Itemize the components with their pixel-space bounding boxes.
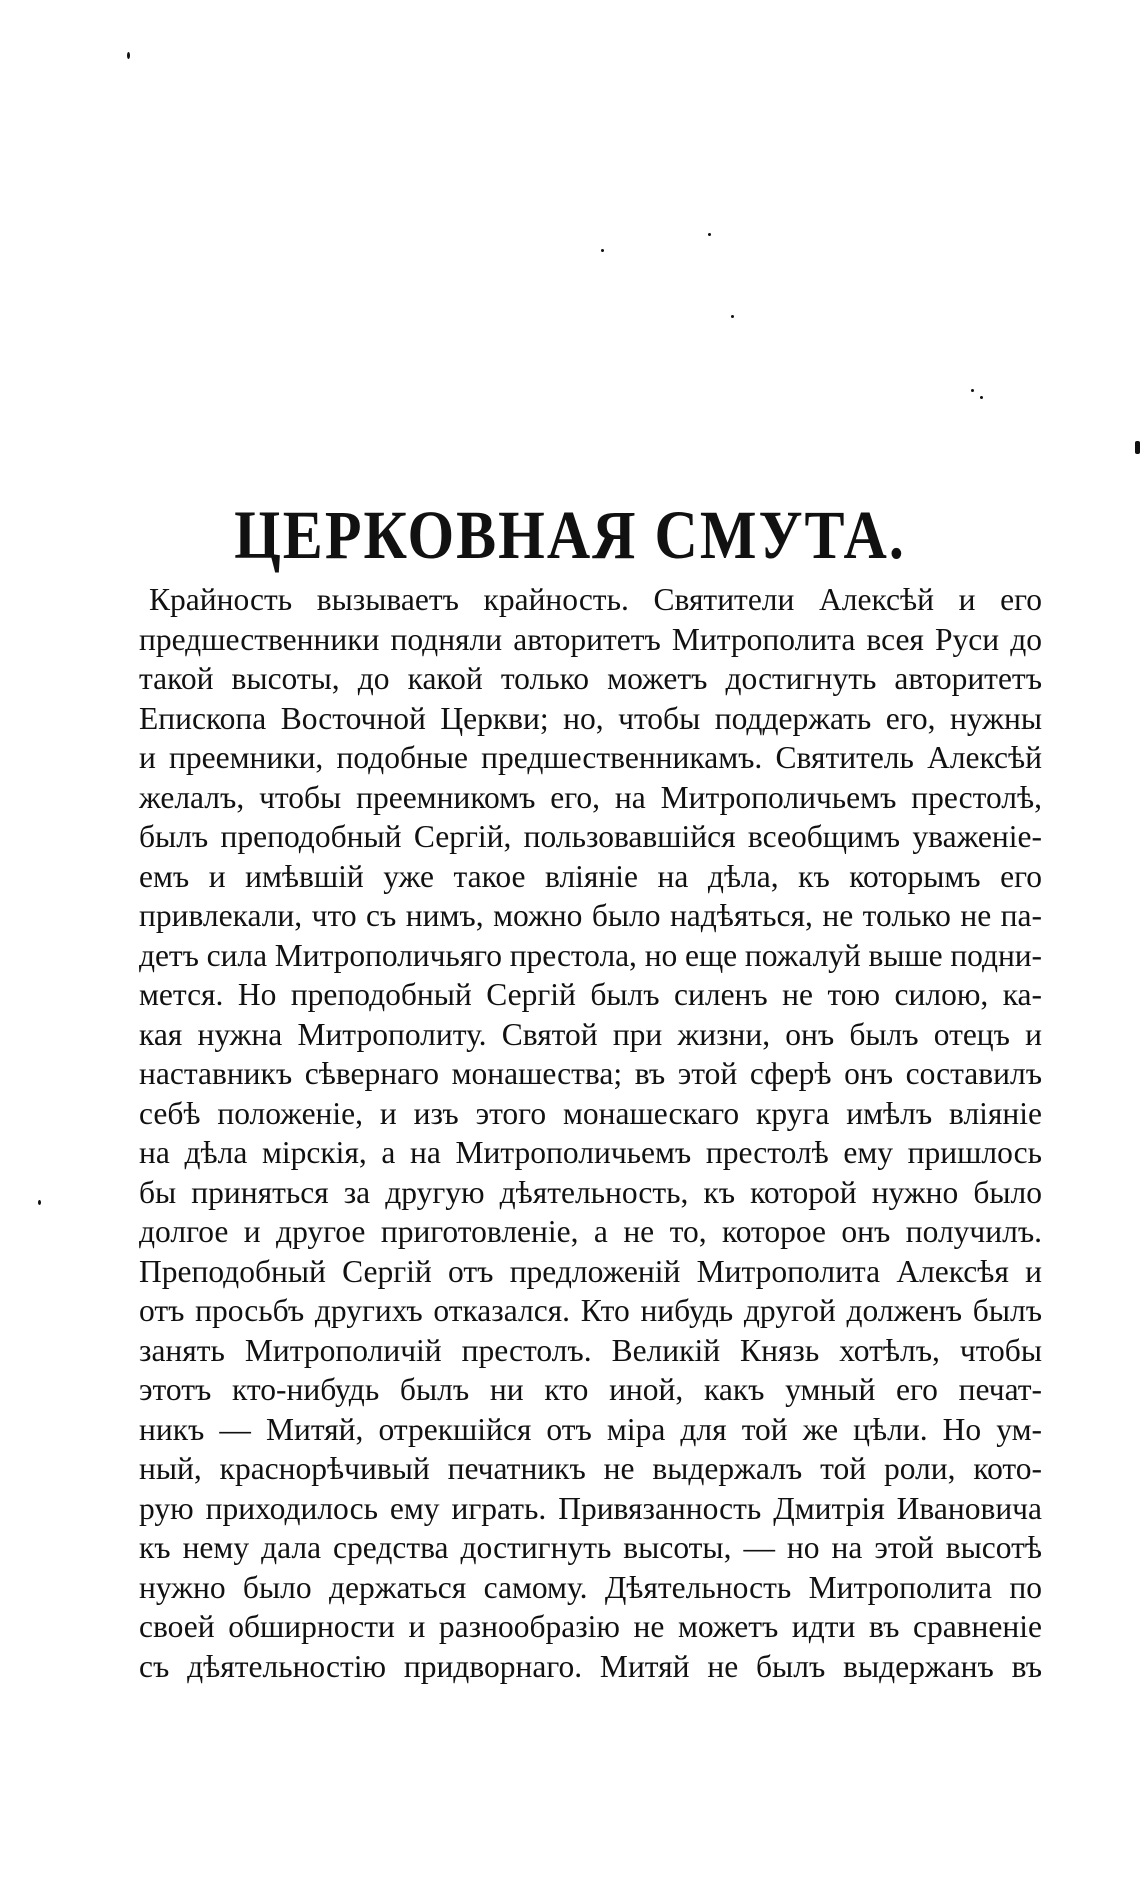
text-line: такой высоты, до какой только можетъ достигнуть авторитетъ [139,661,1042,696]
text-line: и преемники, подобные предшественникамъ. Святитель Алексѣй [139,740,1042,775]
text-line: привлекали, что съ нимъ, можно было надѣяться, не только не па- [139,898,1042,933]
text-line: никъ — Митяй, отрекшійся отъ міра для той же цѣли. Но ум- [139,1411,1042,1447]
text-line: рую приходилось ему играть. Привязанность Дмитрія Ивановича [139,1490,1042,1526]
text-line: ный, краснорѣчивый печатникъ не выдержалъ той роли, кото- [139,1451,1042,1486]
text-line: Епископа Восточной Церкви; но, чтобы поддержать его, нужны [139,700,1042,736]
text-line: нужно было держаться самому. Дѣятельность Митрополита по [139,1569,1042,1605]
ink-speck [38,1200,41,1205]
text-line: Преподобный Сергій отъ предложеній Митрополита Алексѣя и [139,1253,1042,1289]
text-line: мется. Но преподобный Сергій былъ силенъ не тою силою, ка- [139,977,1042,1012]
ink-speck [971,389,974,392]
text-line: желалъ, чтобы преемникомъ его, на Митрополичьемъ престолѣ, [139,779,1042,815]
text-line: детъ сила Митрополичьяго престола, но еще пожалуй выше подни- [139,937,1042,973]
text-line: былъ преподобный Сергій, пользовавшійся всеобщимъ уваженіе- [139,819,1042,854]
ink-speck [708,233,711,236]
ink-speck [601,249,604,252]
chapter-title: ЦЕРКОВНАЯ СМУТА. [234,497,906,574]
ink-speck [1135,441,1140,454]
body-text [139,580,1042,1686]
text-line: этотъ кто-нибудь былъ ни кто иной, какъ умный его печат- [139,1372,1042,1407]
text-line: занять Митрополичій престолъ. Великій Князь хотѣлъ, чтобы [139,1332,1042,1368]
text-line: Крайность вызываетъ крайность. Святители Алексѣй и его [149,582,1042,617]
ink-speck [980,396,983,399]
text-line: предшественники подняли авторитетъ Митрополита всея Руси до [139,621,1042,657]
ink-speck [127,52,130,59]
text-line: своей обширности и разнообразію не можетъ идти въ сравненіе [139,1609,1042,1644]
text-line: долгое и другое приготовленіе, а не то, которое онъ получилъ. [139,1214,1042,1249]
text-line: себѣ положеніе, и изъ этого монашескаго круга имѣлъ вліяніе [139,1095,1042,1131]
text-line: къ нему дала средства достигнуть высоты, — но на этой высотѣ [139,1530,1042,1565]
text-line: наставникъ сѣвернаго монашества; въ этой сферѣ онъ составилъ [139,1056,1042,1091]
ink-speck [731,315,734,318]
text-line: отъ просьбъ другихъ отказался. Кто нибудь другой долженъ былъ [139,1293,1042,1328]
text-line: съ дѣятельностію придворнаго. Митяй не былъ выдержанъ въ [139,1648,1042,1684]
text-line: бы приняться за другую дѣятельность, къ которой нужно было [139,1174,1042,1210]
text-line: емъ и имѣвшій уже такое вліяніе на дѣла, къ которымъ его [139,858,1042,894]
text-line: на дѣла мірскія, а на Митрополичьемъ престолѣ ему пришлось [139,1135,1042,1170]
text-line: кая нужна Митрополиту. Святой при жизни, онъ былъ отецъ и [139,1016,1042,1052]
